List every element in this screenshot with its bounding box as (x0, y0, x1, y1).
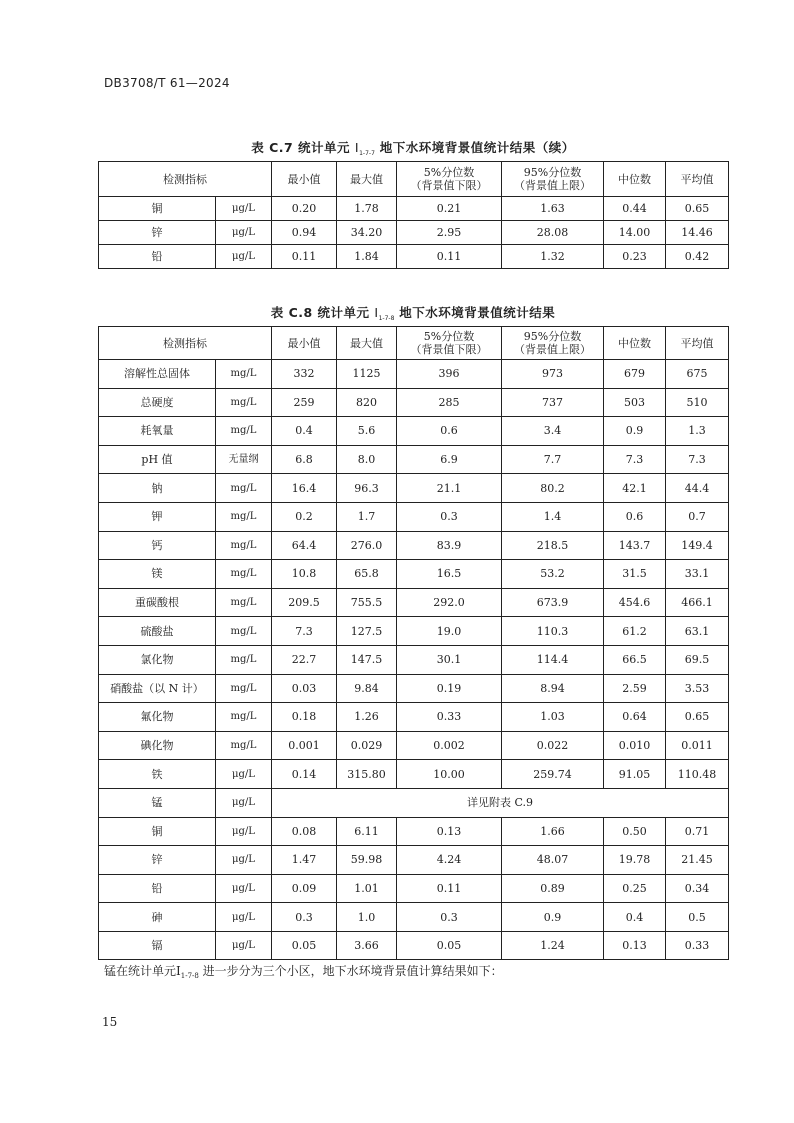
indicator-name-cell: 锌 (99, 846, 216, 875)
p5-cell: 0.13 (397, 817, 502, 846)
median-cell: 14.00 (604, 221, 666, 245)
mean-cell: 0.011 (666, 731, 729, 760)
indicator-name-cell: 总硬度 (99, 388, 216, 417)
table-row (99, 931, 729, 960)
mean-cell: 14.46 (666, 221, 729, 245)
p95-cell: 1.03 (502, 703, 604, 732)
p5-cell: 0.6 (397, 417, 502, 446)
indicator-name-cell: 铅 (99, 245, 216, 269)
unit-cell: μg/L (216, 931, 272, 960)
p95-cell: 1.63 (502, 197, 604, 221)
merged-note-cell: 详见附表 C.9 (272, 788, 729, 817)
median-cell: 0.25 (604, 874, 666, 903)
p95-cell: 673.9 (502, 588, 604, 617)
median-cell: 0.010 (604, 731, 666, 760)
max-cell: 1.0 (337, 903, 397, 932)
table-c7-caption: 表 C.7 统计单元 $Ⅰ_{1-7-7}$ 地下水环境背景值统计结果（续） (251, 140, 575, 157)
min-cell: 6.8 (272, 445, 337, 474)
p5-cell: 0.05 (397, 931, 502, 960)
p5-cell: 0.002 (397, 731, 502, 760)
p95-cell: 8.94 (502, 674, 604, 703)
unit-cell: μg/L (216, 245, 272, 269)
max-cell: 1.01 (337, 874, 397, 903)
mean-cell: 33.1 (666, 560, 729, 589)
indicator-name-cell: 溶解性总固体 (99, 360, 216, 389)
max-cell: 1.7 (337, 502, 397, 531)
indicator-name-cell: 砷 (99, 903, 216, 932)
header-indicator: 检测指标 (99, 162, 272, 197)
header-mean: 平均值 (666, 162, 729, 197)
header-p95: 95%分位数 （背景值上限） (502, 162, 604, 197)
table-c8 (98, 326, 729, 960)
p95-cell: 0.89 (502, 874, 604, 903)
table-row (99, 502, 729, 531)
p95-cell: 1.24 (502, 931, 604, 960)
median-cell: 503 (604, 388, 666, 417)
p5-cell: 6.9 (397, 445, 502, 474)
indicator-name-cell: 钾 (99, 502, 216, 531)
p5-cell: 19.0 (397, 617, 502, 646)
unit-cell: μg/L (216, 817, 272, 846)
p5-cell: 0.3 (397, 903, 502, 932)
p5-cell: 21.1 (397, 474, 502, 503)
median-cell: 0.23 (604, 245, 666, 269)
max-cell: 8.0 (337, 445, 397, 474)
header-median: 中位数 (604, 327, 666, 360)
mean-cell: 0.71 (666, 817, 729, 846)
unit-cell: mg/L (216, 645, 272, 674)
mean-cell: 0.5 (666, 903, 729, 932)
min-cell: 0.20 (272, 197, 337, 221)
p5-cell: 4.24 (397, 846, 502, 875)
min-cell: 22.7 (272, 645, 337, 674)
max-cell: 127.5 (337, 617, 397, 646)
page-number: 15 (102, 1015, 118, 1029)
median-cell: 31.5 (604, 560, 666, 589)
indicator-name-cell: 铜 (99, 817, 216, 846)
mean-cell: 21.45 (666, 846, 729, 875)
table-row (99, 560, 729, 589)
p5-cell: 10.00 (397, 760, 502, 789)
indicator-name-cell: 重碳酸根 (99, 588, 216, 617)
p95-cell: 218.5 (502, 531, 604, 560)
unit-cell: μg/L (216, 874, 272, 903)
median-cell: 19.78 (604, 846, 666, 875)
header-median: 中位数 (604, 162, 666, 197)
p95-cell: 737 (502, 388, 604, 417)
max-cell: 315.80 (337, 760, 397, 789)
indicator-name-cell: 硫酸盐 (99, 617, 216, 646)
indicator-name-cell: 铁 (99, 760, 216, 789)
unit-cell: mg/L (216, 502, 272, 531)
indicator-name-cell: 镁 (99, 560, 216, 589)
median-cell: 0.50 (604, 817, 666, 846)
median-cell: 61.2 (604, 617, 666, 646)
min-cell: 259 (272, 388, 337, 417)
max-cell: 0.029 (337, 731, 397, 760)
table-row (99, 245, 729, 269)
p5-cell: 0.3 (397, 502, 502, 531)
p95-cell: 259.74 (502, 760, 604, 789)
p95-cell: 110.3 (502, 617, 604, 646)
table-row (99, 846, 729, 875)
unit-cell: μg/L (216, 903, 272, 932)
header-max: 最大值 (337, 162, 397, 197)
mean-cell: 675 (666, 360, 729, 389)
header-min: 最小值 (272, 162, 337, 197)
p5-cell: 0.19 (397, 674, 502, 703)
median-cell: 0.4 (604, 903, 666, 932)
table-row (99, 221, 729, 245)
min-cell: 0.2 (272, 502, 337, 531)
min-cell: 0.08 (272, 817, 337, 846)
unit-cell: 无量纲 (216, 445, 272, 474)
p5-cell: 30.1 (397, 645, 502, 674)
header-min: 最小值 (272, 327, 337, 360)
min-cell: 0.14 (272, 760, 337, 789)
max-cell: 1.78 (337, 197, 397, 221)
header-mean: 平均值 (666, 327, 729, 360)
mean-cell: 1.3 (666, 417, 729, 446)
max-cell: 3.66 (337, 931, 397, 960)
min-cell: 0.94 (272, 221, 337, 245)
unit-cell: mg/L (216, 388, 272, 417)
indicator-name-cell: 硝酸盐（以 N 计） (99, 674, 216, 703)
mean-cell: 0.34 (666, 874, 729, 903)
p95-cell: 53.2 (502, 560, 604, 589)
p95-cell: 1.32 (502, 245, 604, 269)
max-cell: 276.0 (337, 531, 397, 560)
max-cell: 5.6 (337, 417, 397, 446)
mean-cell: 0.42 (666, 245, 729, 269)
indicator-name-cell: 锌 (99, 221, 216, 245)
median-cell: 66.5 (604, 645, 666, 674)
indicator-name-cell: 铜 (99, 197, 216, 221)
p5-cell: 83.9 (397, 531, 502, 560)
indicator-name-cell: 耗氧量 (99, 417, 216, 446)
unit-cell: mg/L (216, 731, 272, 760)
unit-cell: mg/L (216, 560, 272, 589)
median-cell: 0.6 (604, 502, 666, 531)
table-row (99, 874, 729, 903)
p95-cell: 114.4 (502, 645, 604, 674)
median-cell: 91.05 (604, 760, 666, 789)
unit-cell: mg/L (216, 703, 272, 732)
mean-cell: 110.48 (666, 760, 729, 789)
max-cell: 34.20 (337, 221, 397, 245)
min-cell: 16.4 (272, 474, 337, 503)
median-cell: 0.44 (604, 197, 666, 221)
p95-cell: 7.7 (502, 445, 604, 474)
table-row (99, 617, 729, 646)
p95-cell: 48.07 (502, 846, 604, 875)
unit-cell: μg/L (216, 760, 272, 789)
min-cell: 0.3 (272, 903, 337, 932)
min-cell: 10.8 (272, 560, 337, 589)
table-row (99, 645, 729, 674)
min-cell: 0.09 (272, 874, 337, 903)
header-indicator: 检测指标 (99, 327, 272, 360)
median-cell: 7.3 (604, 445, 666, 474)
min-cell: 0.11 (272, 245, 337, 269)
median-cell: 454.6 (604, 588, 666, 617)
indicator-name-cell: 氯化物 (99, 645, 216, 674)
unit-cell: mg/L (216, 360, 272, 389)
mean-cell: 466.1 (666, 588, 729, 617)
max-cell: 755.5 (337, 588, 397, 617)
mean-cell: 63.1 (666, 617, 729, 646)
manganese-note-paragraph: 锰在统计单元$Ⅰ_{1-7-8}$ 进一步分为三个小区，地下水环境背景值计算结果如下： (104, 964, 503, 980)
p5-cell: 0.11 (397, 245, 502, 269)
median-cell: 0.64 (604, 703, 666, 732)
table-row (99, 417, 729, 446)
p5-cell: 0.21 (397, 197, 502, 221)
p95-cell: 0.022 (502, 731, 604, 760)
p5-cell: 2.95 (397, 221, 502, 245)
p95-cell: 1.4 (502, 502, 604, 531)
table-row (99, 760, 729, 789)
min-cell: 1.47 (272, 846, 337, 875)
max-cell: 65.8 (337, 560, 397, 589)
unit-cell: μg/L (216, 197, 272, 221)
mean-cell: 149.4 (666, 531, 729, 560)
median-cell: 143.7 (604, 531, 666, 560)
table-row (99, 817, 729, 846)
max-cell: 9.84 (337, 674, 397, 703)
indicator-name-cell: 钙 (99, 531, 216, 560)
min-cell: 7.3 (272, 617, 337, 646)
mean-cell: 0.65 (666, 197, 729, 221)
table-row (99, 360, 729, 389)
median-cell: 0.13 (604, 931, 666, 960)
p95-cell: 80.2 (502, 474, 604, 503)
unit-cell: μg/L (216, 846, 272, 875)
p95-cell: 28.08 (502, 221, 604, 245)
p5-cell: 292.0 (397, 588, 502, 617)
mean-cell: 44.4 (666, 474, 729, 503)
unit-cell: mg/L (216, 674, 272, 703)
max-cell: 6.11 (337, 817, 397, 846)
unit-cell: mg/L (216, 417, 272, 446)
min-cell: 64.4 (272, 531, 337, 560)
mean-cell: 69.5 (666, 645, 729, 674)
mean-cell: 7.3 (666, 445, 729, 474)
min-cell: 0.4 (272, 417, 337, 446)
table-row (99, 197, 729, 221)
min-cell: 209.5 (272, 588, 337, 617)
max-cell: 59.98 (337, 846, 397, 875)
unit-cell: μg/L (216, 221, 272, 245)
unit-cell: mg/L (216, 474, 272, 503)
mean-cell: 0.7 (666, 502, 729, 531)
indicator-name-cell: 镉 (99, 931, 216, 960)
indicator-name-cell: pH 值 (99, 445, 216, 474)
table-c8-caption: 表 C.8 统计单元 $Ⅰ_{1-7-8}$ 地下水环境背景值统计结果 (270, 305, 556, 322)
unit-cell: mg/L (216, 531, 272, 560)
p5-cell: 0.11 (397, 874, 502, 903)
header-p5: 5%分位数 （背景值下限） (397, 327, 502, 360)
table-c7 (98, 161, 729, 269)
p5-cell: 396 (397, 360, 502, 389)
p5-cell: 16.5 (397, 560, 502, 589)
min-cell: 0.18 (272, 703, 337, 732)
indicator-name-cell: 碘化物 (99, 731, 216, 760)
indicator-name-cell: 锰 (99, 788, 216, 817)
min-cell: 0.001 (272, 731, 337, 760)
unit-cell: μg/L (216, 788, 272, 817)
max-cell: 147.5 (337, 645, 397, 674)
header-p5: 5%分位数 （背景值下限） (397, 162, 502, 197)
unit-cell: mg/L (216, 617, 272, 646)
table-row (99, 903, 729, 932)
median-cell: 679 (604, 360, 666, 389)
table-row (99, 588, 729, 617)
median-cell: 0.9 (604, 417, 666, 446)
min-cell: 0.03 (272, 674, 337, 703)
max-cell: 1.84 (337, 245, 397, 269)
table-row (99, 474, 729, 503)
median-cell: 2.59 (604, 674, 666, 703)
median-cell: 42.1 (604, 474, 666, 503)
p95-cell: 0.9 (502, 903, 604, 932)
unit-cell: mg/L (216, 588, 272, 617)
max-cell: 1.26 (337, 703, 397, 732)
p95-cell: 973 (502, 360, 604, 389)
indicator-name-cell: 铅 (99, 874, 216, 903)
table-row (99, 388, 729, 417)
table-row (99, 445, 729, 474)
max-cell: 96.3 (337, 474, 397, 503)
p95-cell: 1.66 (502, 817, 604, 846)
p5-cell: 285 (397, 388, 502, 417)
table-row (99, 703, 729, 732)
mean-cell: 510 (666, 388, 729, 417)
document-code: DB3708/T 61—2024 (104, 76, 230, 90)
max-cell: 1125 (337, 360, 397, 389)
min-cell: 0.05 (272, 931, 337, 960)
table-row (99, 788, 729, 817)
indicator-name-cell: 钠 (99, 474, 216, 503)
header-p95: 95%分位数 （背景值上限） (502, 327, 604, 360)
min-cell: 332 (272, 360, 337, 389)
p5-cell: 0.33 (397, 703, 502, 732)
header-max: 最大值 (337, 327, 397, 360)
table-row (99, 674, 729, 703)
table-row (99, 531, 729, 560)
max-cell: 820 (337, 388, 397, 417)
mean-cell: 0.33 (666, 931, 729, 960)
mean-cell: 0.65 (666, 703, 729, 732)
mean-cell: 3.53 (666, 674, 729, 703)
p95-cell: 3.4 (502, 417, 604, 446)
indicator-name-cell: 氟化物 (99, 703, 216, 732)
table-row (99, 731, 729, 760)
